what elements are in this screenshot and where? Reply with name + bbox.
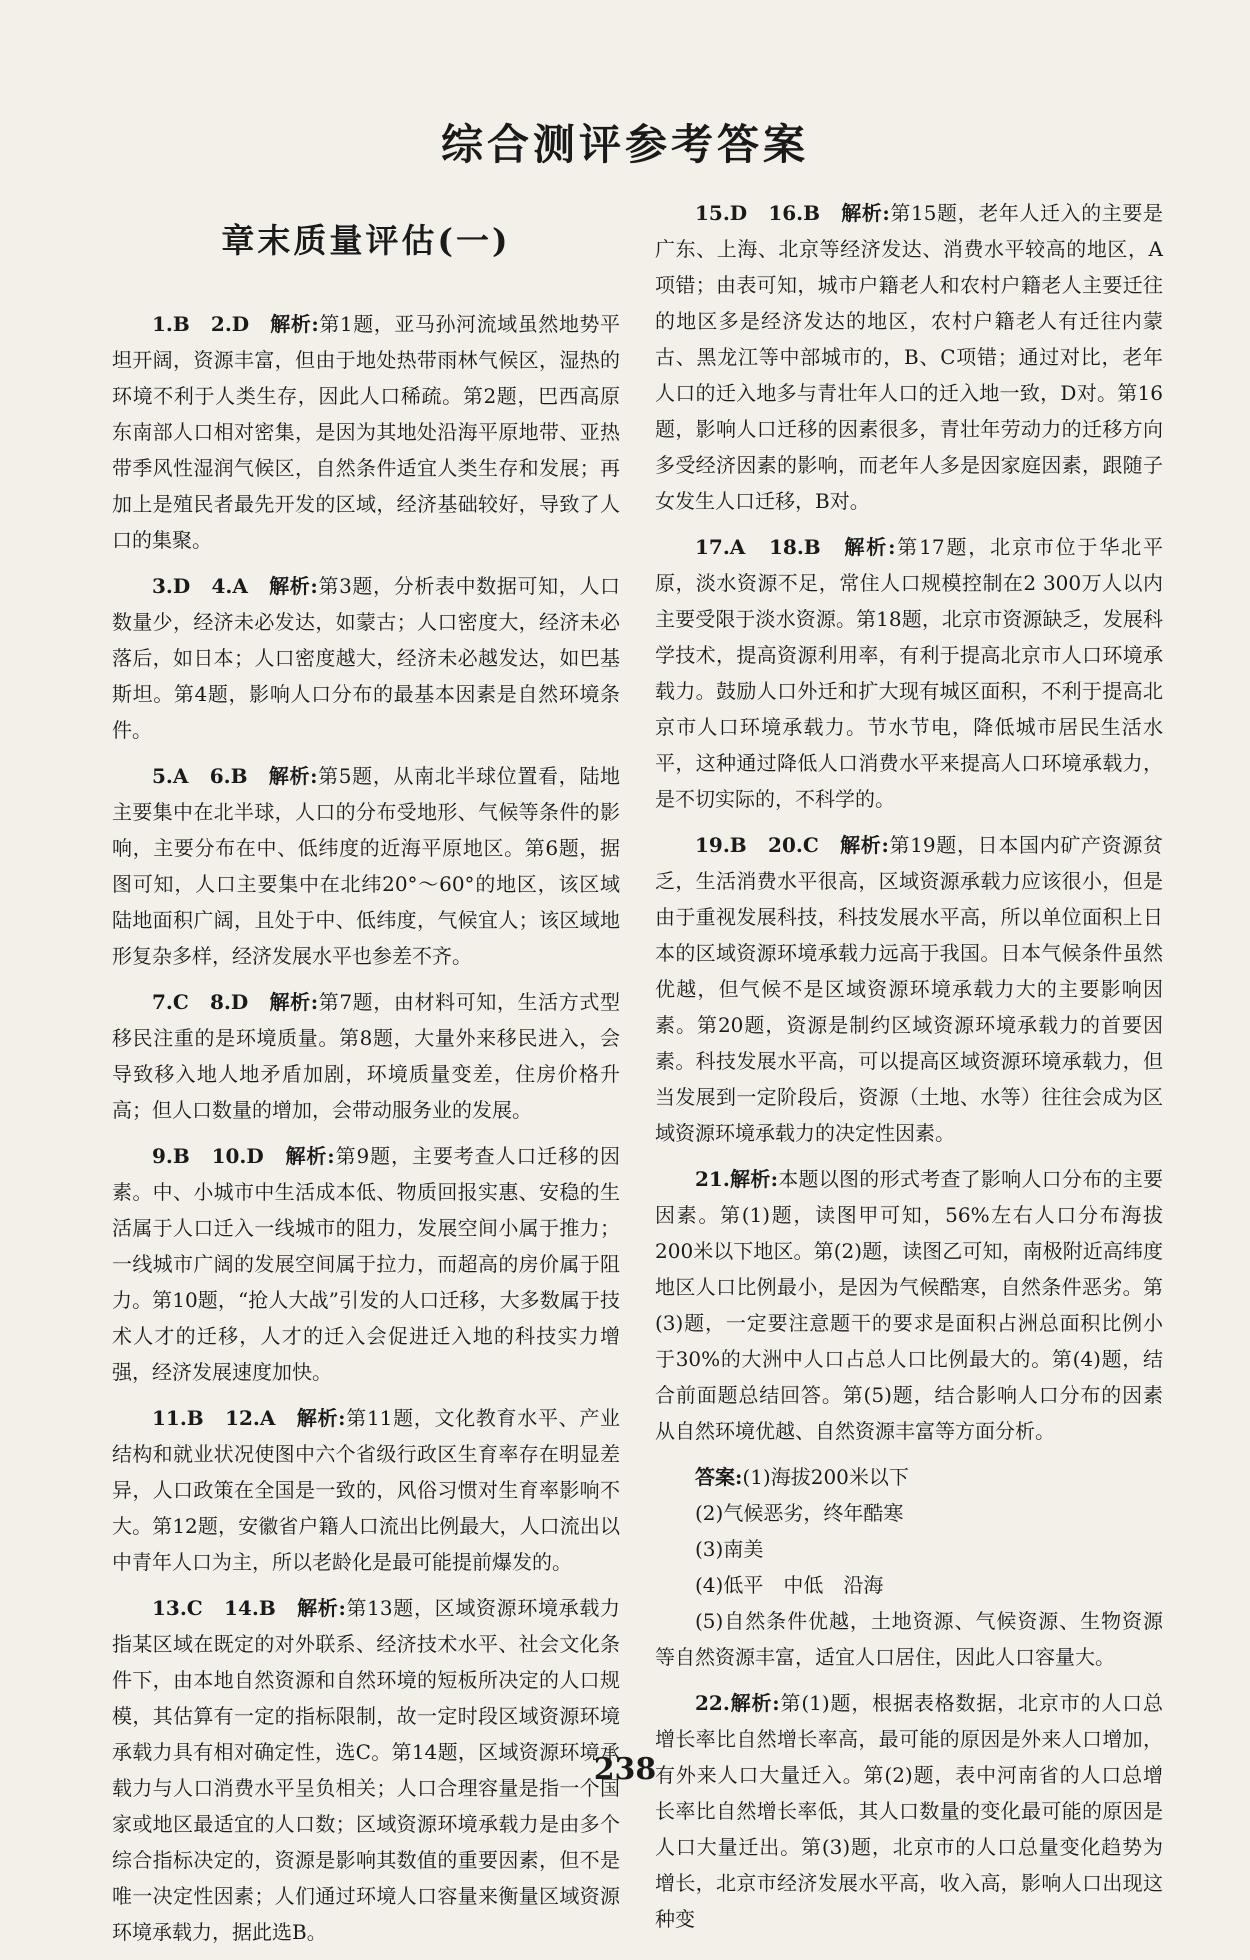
answer-paragraph: 21.解析:本题以图的形式考查了影响人口分布的主要因素。第(1)题，读图甲可知，56%左右人口分布海拔200米以下地区。第(2)题，读图乙可知，南极附近高纬度地区人口比例最小，是因为气候酷寒，自然条件恶劣。第(3)题，一定要注意题干的要求是面积占洲总面积比例小于30%的大洲中人口占总人口比例最大的。第(4)题，结合前面题总结回答。第(5)题，结合影响人口分布的因素从自然环境优越、自然资源丰富等方面分析。 [655,1167,1164,1443]
answer-line: (2)气候恶劣，终年酷寒 [695,1501,904,1525]
section-title: 章末质量评估(一) [221,221,511,260]
answer-paragraph: 15.D 16.B 解析:第15题，老年人迁入的主要是广东、上海、北京等经济发达、消费水平较高的地区，A项错；由表可知，城市户籍老人和农村户籍老人主要迁往的地区多是经济发达的地区，农村户籍老人有迁往内蒙古、黑龙江等中部城市的，B、C项错；通过对比，老年人口的迁入地多与青壮年人口的迁入地一致，D对。第16题，影响人口迁移的因素很多，青壮年劳动力的迁移方向多受经济因素的影响，而老年人多是因家庭因素，跟随子女发生人口迁移，B对。 [655,201,1164,513]
answer-line: (3)南美 [695,1537,764,1561]
answer-paragraph: 13.C 14.B 解析:第13题，区域资源环境承载力指某区域在既定的对外联系、经济技术水平、社会文化条件下，由本地自然资源和自然环境的短板所决定的人口规模，其估算有一定的指标限制，故一定时段区域资源环境承载力具有相对确定性，选C。第14题，区域资源环境承载力与人口消费水平呈负相关；人口合理容量是指一个国家或地区最适宜的人口数；区域资源环境承载力是由多个综合指标决定的，资源是影响其数值的重要因素，但不是唯一决定性因素；人们通过环境人口容量来衡量区域资源环境承载力，据此选B。 [112,1596,621,1944]
page-number: 238 [593,1752,657,1787]
answer-paragraph: 22.解析:第(1)题，根据表格数据，北京市的人口总增长率比自然增长率高，最可能的原因是外来人口增加，有外来人口大量迁入。第(2)题，表中河南省的人口总增长率比自然增长率低，其人口数量的变化最可能的原因是人口大量迁出。第(3)题，北京市的人口总量变化趋势为增长，北京市经济发展水平高，收入高，影响人口出现这种变 [655,1691,1163,1931]
answer-paragraph: 5.A 6.B 解析:第5题，从南北半球位置看，陆地主要集中在北半球，人口的分布受地形、气候等条件的影响，主要分布在中、低纬度的近海平原地区。第6题，据图可知，人口主要集中在北纬20°～60°的地区，该区域陆地面积广阔，且处于中、低纬度，气候宜人；该区域地形复杂多样，经济发展水平也参差不齐。 [112,764,620,968]
answer-paragraph: 19.B 20.C 解析:第19题，日本国内矿产资源贫乏，生活消费水平很高，区域资源承载力应该很小，但是由于重视发展科技，科技发展水平高，所以单位面积上日本的区域资源环境承载力远高于我国。日本气候条件虽然优越，但气候不是区域资源环境承载力大的主要影响因素。第20题，资源是制约区域资源环境承载力的首要因素。科技发展水平高，可以提高区域资源环境承载力，但当发展到一定阶段后，资源（土地、水等）往往会成为区域资源环境承载力的决定性因素。 [655,833,1164,1145]
answer-paragraph: 7.C 8.D 解析:第7题，由材料可知，生活方式型移民注重的是环境质量。第8题，大量外来移民进入，会导致移入地人地矛盾加剧，环境质量变差，住房价格升高；但人口数量的增加，会带动服务业的发展。 [112,990,620,1122]
main-title: 综合测评参考答案 [440,120,809,169]
left-column [112,195,620,1960]
answer-paragraph: 9.B 10.D 解析:第9题，主要考查人口迁移的因素。中、小城市中生活成本低、物质回报实惠、安稳的生活属于人口迁入一线城市的阻力，发展空间小属于推力；一线城市广阔的发展空间属于拉力，而超高的房价属于阻力。第10题，“抢人大战”引发的人口迁移，大多数属于技术人才的迁移，人才的迁入会促进迁入地的科技实力增强，经济发展速度加快。 [112,1144,620,1384]
answer-paragraph: 1.B 2.D 解析:第1题，亚马孙河流域虽然地势平坦开阔，资源丰富，但由于地处热带雨林气候区，湿热的环境不利于人类生存，因此人口稀疏。第2题，巴西高原东南部人口相对密集，是因为其地处沿海平原地带、亚热带季风性湿润气候区，自然条件适宜人类生存和发展；再加上是殖民者最先开发的区域，经济基础较好，导致了人口的集聚。 [112,312,620,552]
answer-paragraph: 11.B 12.A 解析:第11题，文化教育水平、产业结构和就业状况使图中六个省级行政区生育率存在明显差异，人口政策在全国是一致的，风俗习惯对生育率影响不大。第12题，安徽省户籍人口流出比例最大，人口流出以中青年人口为主，所以老龄化是最可能提前爆发的。 [112,1406,621,1574]
answer-line: (4)低平 中低 沿海 [695,1573,884,1597]
answer-paragraph: 3.D 4.A 解析:第3题，分析表中数据可知，人口数量少，经济未必发达，如蒙古；人口密度大，经济未必落后，如日本；人口密度越大，经济未必越发达，如巴基斯坦。第4题，影响人口分布的最基本因素是自然环境条件。 [112,574,621,742]
answer-paragraph: 17.A 18.B 解析:第17题，北京市位于华北平原，淡水资源不足，常住人口规模控制在2 300万人以内主要受限于淡水资源。第18题，北京市资源缺乏，发展科学技术，提高资源利用率，有利于提高北京市人口环境承载力。鼓励人口外迁和扩大现有城区面积，不利于提高北京市人口环境承载力。节水节电，降低城市居民生活水平，这种通过降低人口消费水平来提高人口环境承载力，是不切实际的，不科学的。 [655,535,1164,811]
right-column [655,195,1163,1947]
answer-line: 答案:(1)海拔200米以下 [695,1465,909,1489]
answer-line: (5)自然条件优越，土地资源、气候资源、生物资源等自然资源丰富，适宜人口居住，因此人口容量大。 [655,1609,1163,1669]
